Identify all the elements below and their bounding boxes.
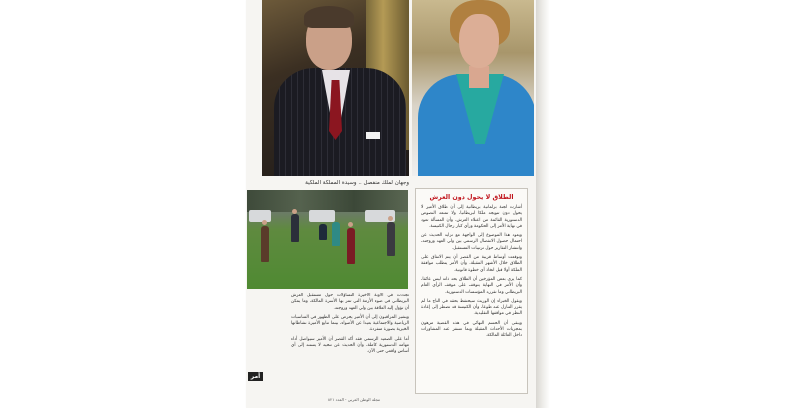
photo-person [332,222,340,246]
article-paragraph: ويبقى أن الحسم النهائي في هذه القضية مرهون بمجريات الأحداث المقبلة وبما تسفر عنه المشاورات داخل العائلة المالكة. [421,320,522,339]
photo-person-head [262,220,267,225]
column-paragraph: أما على الصعيد الرسمي فقد أكد القصر أن الأمير سيواصل أداء مهامه الدستورية كاملة، وأن الحديث عن تنحيه لا يستند إلى أي أساس واقعي حتى الآن. [291,336,409,355]
article-paragraph: وتوقعت أوساط قريبة من القصر أن يتم الاتفاق على الطلاق خلال الأشهر المقبلة، وأن الأمر يتطلب موافقة الملكة أولا قبل اتخاذ أي خطوة قانونية. [421,255,522,273]
photo-princess [412,0,534,176]
photo-person-head [388,216,393,221]
column-paragraph: تجددت في الآونة الأخيرة التساؤلات حول مستقبل العرش البريطاني في ضوء الأزمة التي تمر بها الأسرة المالكة، وما يمكن أن تؤول إليه العلاقة بين ولي العهد وزوجته. [291,293,409,311]
photo-figure-neck [469,66,489,88]
photo-player-head [348,222,353,227]
photo-person [387,222,395,256]
photo-trees [247,190,408,212]
article-paragraph: أشارت لجنة برلمانية بريطانية إلى أن طلاق الأمير لا يحول دون تتويجه ملكا لبريطانيا، ولا تمنعه النصوص الدستورية القائمة من اعتلاء العرش، وأن المسألة تعود في نهاية الأمر إلى الحكومة ورأي كبار رجال الكنيسة. [421,205,522,229]
photo-person-head [292,209,297,214]
photo-car [309,210,335,222]
article-headline: الطلاق لا يحول دون العرش [429,194,514,201]
column-paragraph: ويشير المراقبون إلى أن الأمير يحرص على الظهور في المناسبات الرياضية والاجتماعية بعيدا عن الأضواء، بينما تتابع الأميرة نشاطاتها الخيرية بصورة منفردة. [291,314,409,333]
photo-figure-pocket-square [366,132,380,139]
photo-car [249,210,271,222]
page-footer: مجلة الوطن العربي - العدد ٨٢١ [327,397,381,402]
photo-person [291,214,299,242]
photo-caption: وجهان لملك منفصل .. وسيدة المملكة الملكية [305,180,409,186]
photo-figure-head [459,14,499,68]
photo-figure-hair [304,6,354,28]
article-box [415,188,528,394]
page-spine-shadow [536,0,550,408]
photo-polo-field [247,190,408,289]
photo-player [347,228,355,264]
article-paragraph: كما يرى بعض المؤرخين أن الطلاق بحد ذاته ليس عائقا، وأن الأمر في النهاية يتوقف على موقف الرأي العام البريطاني وما تقرره المؤسسات الدستورية. [421,276,522,295]
photo-person [319,224,327,240]
photo-person [261,226,269,262]
article-paragraph: ويعود هذا الموضوع إلى الواجهة مع تزايد الحديث عن احتمال حصول الانفصال الرسمي بين ولي العهد وزوجته، وانتشار التقارير حول ترتيبات المستقبل. [421,233,522,251]
article-body [416,203,527,340]
photo-prince [262,0,409,176]
article-paragraph: ويقول الخبراء إن الوريث سيحتفظ بحقه في التاج ما لم يقرر التنازل عنه طوعا، وأن الكنيسة قد تضطر إلى إعادة النظر في مواقفها التقليدية. [421,298,522,317]
page-corner-mark: أمر [248,372,263,381]
text-column [291,293,409,389]
